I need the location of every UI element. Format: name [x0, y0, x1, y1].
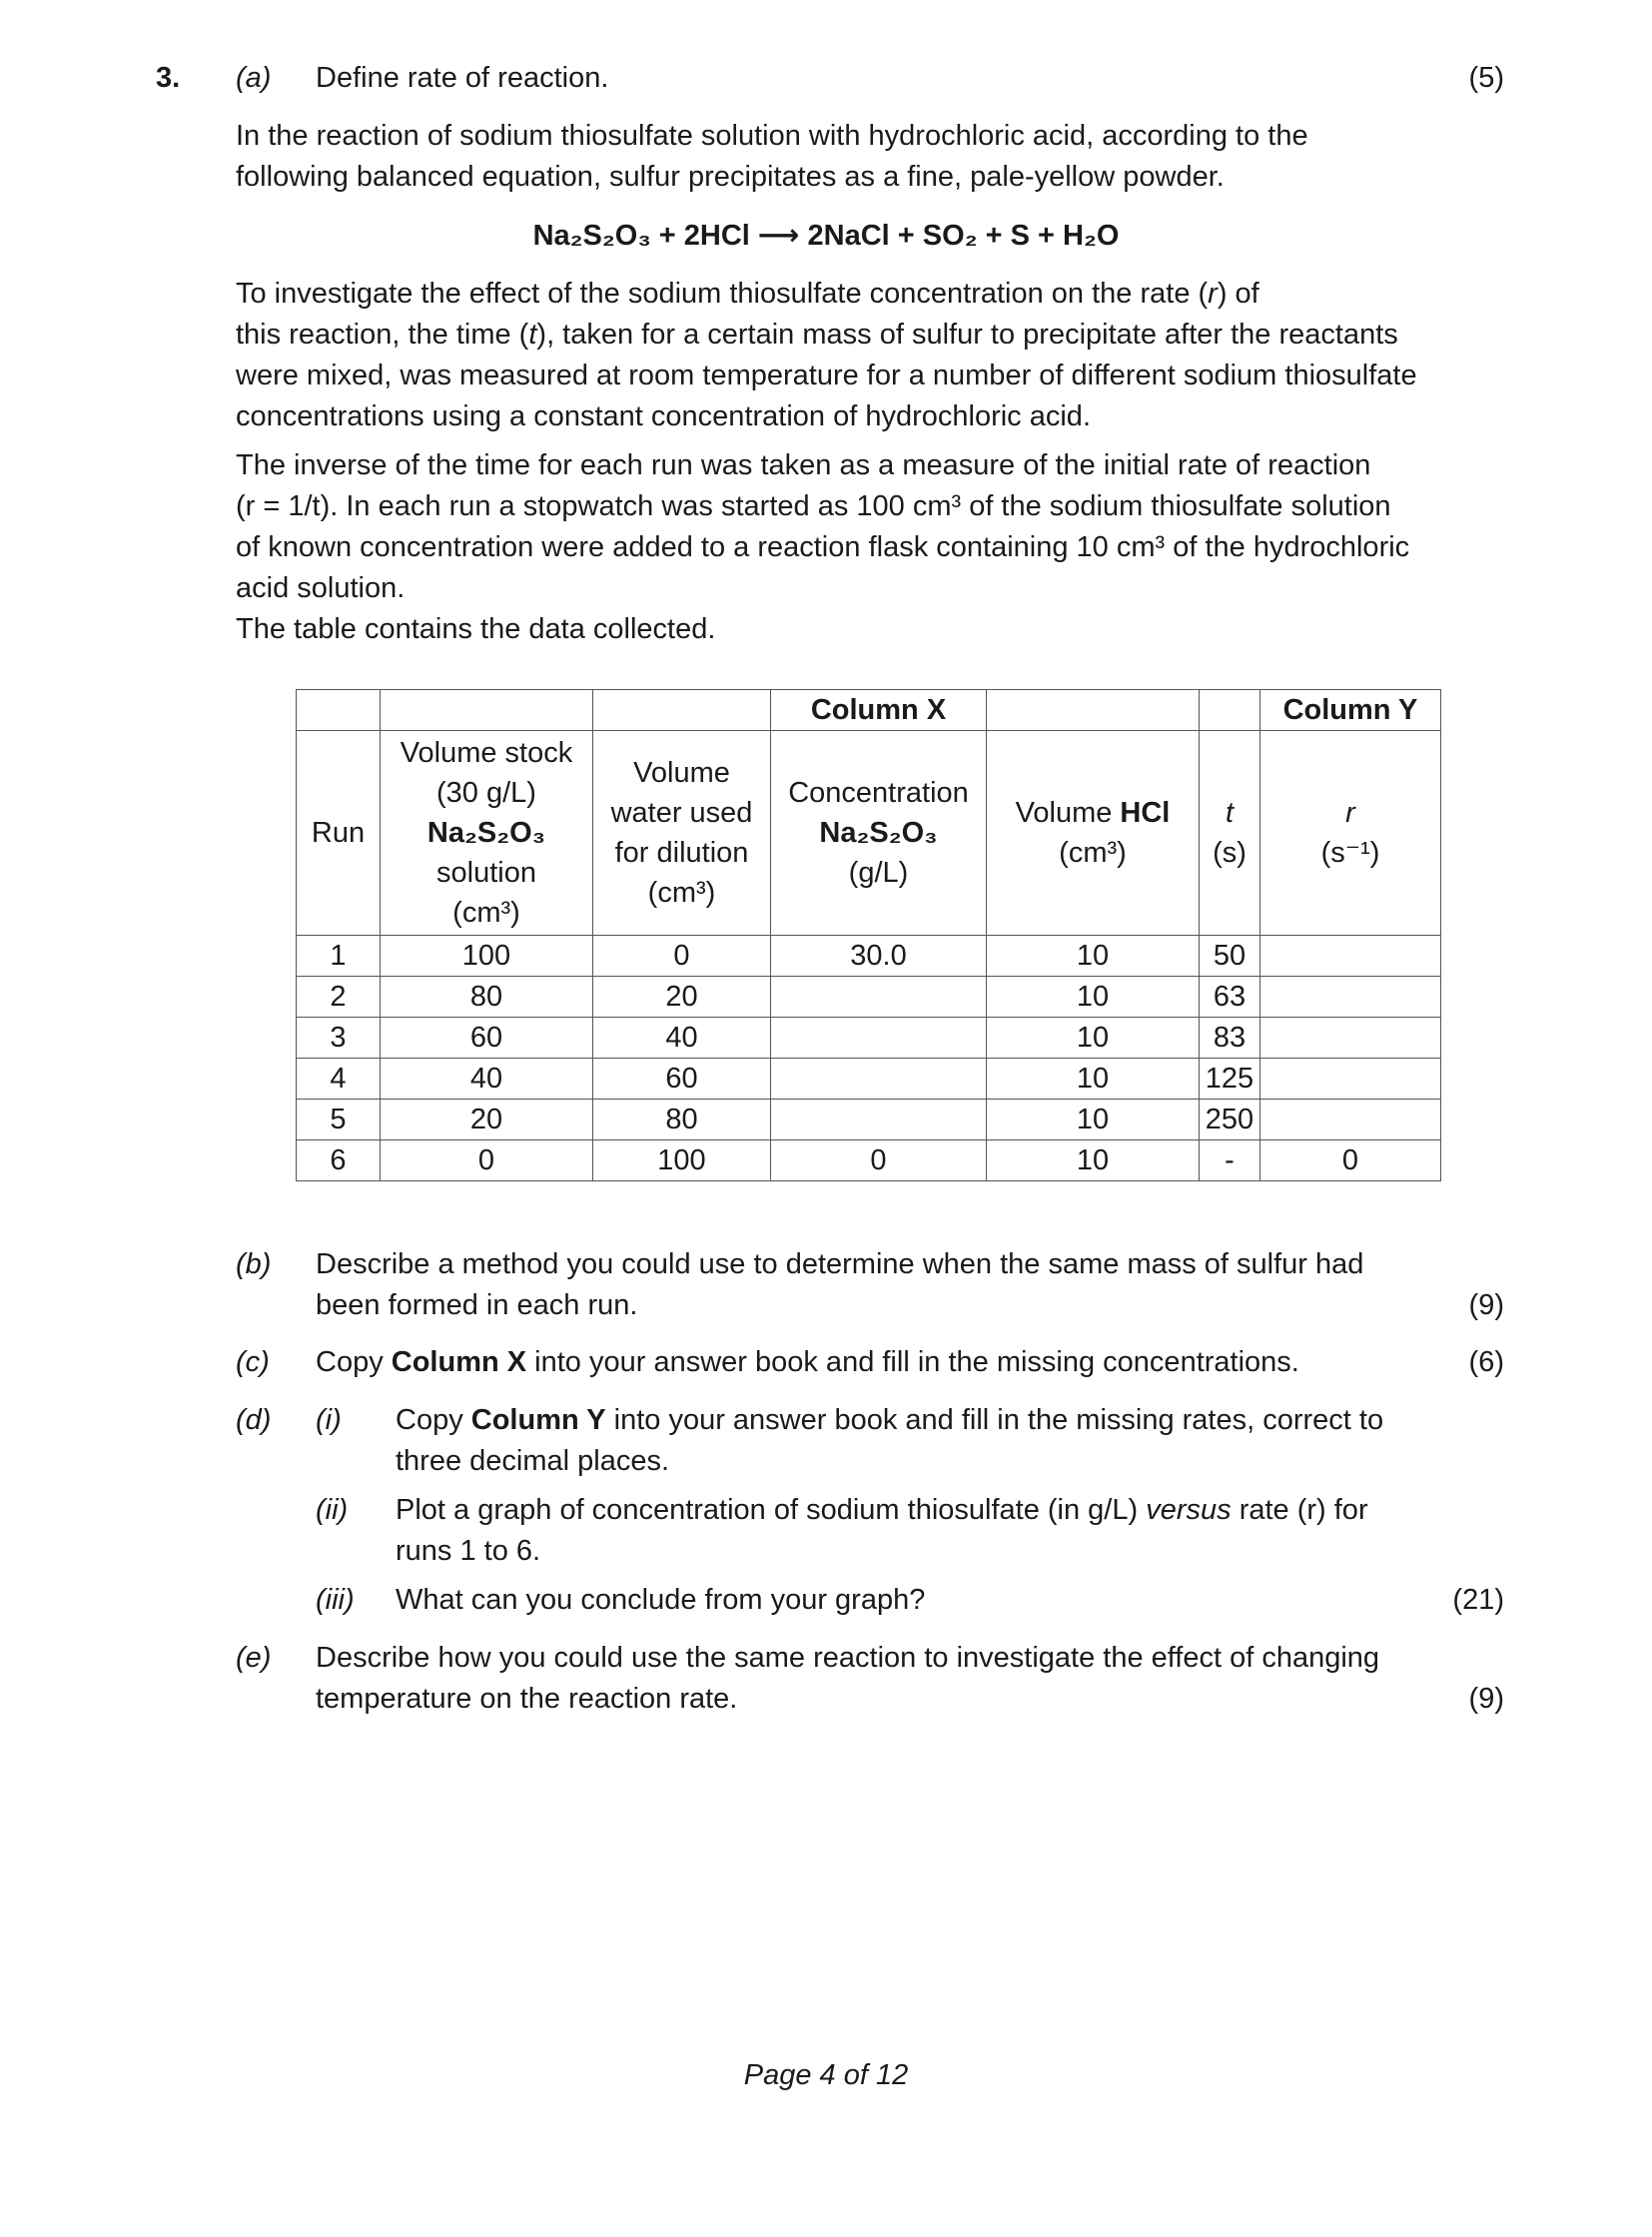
cell-water: 100 [593, 1140, 771, 1181]
method-paragraph [236, 274, 1524, 437]
cell-time: 63 [1200, 977, 1260, 1018]
cell-rate [1260, 1100, 1441, 1140]
data-table [296, 689, 1441, 1181]
header-line: (30 g/L) [436, 777, 536, 809]
table-row [297, 1059, 1441, 1100]
header-hcl-volume [987, 731, 1200, 936]
cell-water: 20 [593, 977, 771, 1018]
cell-time: 83 [1200, 1018, 1260, 1059]
header-line: Volume stock [400, 737, 573, 769]
cell-rate [1260, 936, 1441, 977]
paragraph-line: (r = 1/t). In each run a stopwatch was started as 100 cm³ of the sodium thiosulfate solution [236, 490, 1391, 522]
header-line: (cm³) [1059, 837, 1127, 869]
cell-hcl: 10 [987, 1140, 1200, 1181]
column-title-row [297, 690, 1441, 731]
part-d-i-post: into your answer book and fill in the missing rates, correct to [605, 1404, 1384, 1436]
table-cell [593, 690, 771, 731]
header-rate [1260, 731, 1441, 936]
cell-stock: 0 [381, 1140, 593, 1181]
cell-water: 80 [593, 1100, 771, 1140]
header-line: (cm³) [452, 897, 520, 929]
header-line: (s) [1213, 837, 1246, 869]
header-row [297, 731, 1441, 936]
part-a-label: (a) [236, 62, 272, 94]
inverse-time-paragraph [236, 445, 1524, 650]
part-d-marks: (21) [1452, 1584, 1504, 1616]
cell-hcl: 10 [987, 936, 1200, 977]
header-line: Volume [633, 757, 730, 789]
cell-run: 3 [297, 1018, 381, 1059]
header-line: for dilution [614, 837, 749, 869]
balanced-equation: Na₂S₂O₃ + 2HCl ⟶ 2NaCl + SO₂ + S + H₂O [532, 220, 1120, 252]
part-a-text: Define rate of reaction. [316, 62, 609, 94]
cell-run: 5 [297, 1100, 381, 1140]
paragraph-line: The table contains the data collected. [236, 613, 716, 645]
cell-rate [1260, 1018, 1441, 1059]
cell-water: 60 [593, 1059, 771, 1100]
cell-stock: 80 [381, 977, 593, 1018]
part-c-text [316, 1342, 1299, 1383]
cell-water: 0 [593, 936, 771, 977]
cell-stock: 60 [381, 1018, 593, 1059]
cell-conc: 0 [771, 1140, 987, 1181]
part-c-marks: (6) [1468, 1346, 1504, 1378]
cell-stock: 20 [381, 1100, 593, 1140]
cell-hcl: 10 [987, 1100, 1200, 1140]
header-time [1200, 731, 1260, 936]
header-water-volume [593, 731, 771, 936]
table-cell [987, 690, 1200, 731]
part-d-i-pre: Copy [396, 1404, 471, 1436]
column-x-title: Column X [771, 690, 987, 731]
part-d-ii-italic: versus [1146, 1494, 1232, 1526]
table-row [297, 1100, 1441, 1140]
header-line: Volume HCl [1015, 797, 1171, 829]
header-line: (s⁻¹) [1320, 837, 1380, 869]
part-a-marks: (5) [1468, 62, 1504, 94]
column-y-title: Column Y [1260, 690, 1441, 731]
cell-conc [771, 1018, 987, 1059]
header-line: (g/L) [848, 857, 909, 889]
part-d-ii-line: runs 1 to 6. [396, 1535, 541, 1567]
header-line: solution [436, 857, 536, 889]
part-c-label: (c) [236, 1346, 270, 1378]
cell-conc [771, 1100, 987, 1140]
part-e-text [316, 1638, 1464, 1720]
cell-time: 250 [1200, 1100, 1260, 1140]
cell-stock: 100 [381, 936, 593, 977]
part-d-ii-post: rate (r) for [1231, 1494, 1368, 1526]
paragraph-line: The inverse of the time for each run was taken as a measure of the initial rate of reaction [236, 449, 1371, 481]
header-concentration [771, 731, 987, 936]
header-line: Na₂S₂O₃ [819, 817, 938, 849]
intro-line: following balanced equation, sulfur precipitates as a fine, pale-yellow powder. [236, 161, 1225, 193]
cell-run: 6 [297, 1140, 381, 1181]
part-d-i-line: three decimal places. [396, 1445, 670, 1477]
cell-run: 1 [297, 936, 381, 977]
cell-time: - [1200, 1140, 1260, 1181]
part-c-post: into your answer book and fill in the missing concentrations. [526, 1346, 1299, 1378]
part-b-line: Describe a method you could use to determine when the same mass of sulfur had [316, 1248, 1364, 1280]
cell-water: 40 [593, 1018, 771, 1059]
header-line: t [1225, 797, 1235, 829]
header-stock-volume [381, 731, 593, 936]
cell-conc [771, 1059, 987, 1100]
part-d-i-text [396, 1400, 1474, 1482]
cell-run: 2 [297, 977, 381, 1018]
part-d-i-line [396, 1400, 1474, 1441]
intro-paragraph [236, 116, 1524, 198]
page-footer: Page 4 of 12 [743, 2059, 909, 2091]
header-line: Na₂S₂O₃ [426, 817, 546, 849]
cell-rate: 0 [1260, 1140, 1441, 1181]
cell-run: 4 [297, 1059, 381, 1100]
part-e-line: temperature on the reaction rate. [316, 1683, 738, 1715]
paragraph-line: this reaction, the time (t), taken for a certain mass of sulfur to precipitate after the reactants [236, 319, 1398, 351]
cell-conc [771, 977, 987, 1018]
part-d-iii-text: What can you conclude from your graph? [396, 1584, 926, 1616]
cell-hcl: 10 [987, 977, 1200, 1018]
header-line: (cm³) [647, 877, 716, 909]
table-cell [297, 690, 381, 731]
part-e-line: Describe how you could use the same reaction to investigate the effect of changing [316, 1642, 1380, 1674]
part-b-line: been formed in each run. [316, 1289, 638, 1321]
header-run: Run [297, 731, 381, 936]
cell-rate [1260, 977, 1441, 1018]
part-d-ii-line [396, 1490, 1474, 1531]
cell-stock: 40 [381, 1059, 593, 1100]
cell-time: 50 [1200, 936, 1260, 977]
table-row [297, 977, 1441, 1018]
question-number: 3. [156, 62, 181, 94]
cell-time: 125 [1200, 1059, 1260, 1100]
intro-line: In the reaction of sodium thiosulfate solution with hydrochloric acid, according to the [236, 120, 1308, 152]
part-d-ii-label: (ii) [316, 1494, 349, 1526]
part-c-pre: Copy [316, 1346, 392, 1378]
paragraph-line: acid solution. [236, 572, 406, 604]
table-cell [1200, 690, 1260, 731]
header-line: Concentration [788, 777, 969, 809]
cell-rate [1260, 1059, 1441, 1100]
cell-hcl: 10 [987, 1059, 1200, 1100]
header-line: r [1345, 797, 1355, 829]
part-b-marks: (9) [1468, 1289, 1504, 1321]
paragraph-line: concentrations using a constant concentration of hydrochloric acid. [236, 400, 1091, 432]
part-d-i-bold: Column Y [470, 1404, 606, 1436]
part-b-text [316, 1244, 1464, 1326]
cell-hcl: 10 [987, 1018, 1200, 1059]
paragraph-line: of known concentration were added to a reaction flask containing 10 cm³ of the hydrochloric [236, 531, 1410, 563]
table-row [297, 1018, 1441, 1059]
part-e-label: (e) [236, 1642, 272, 1674]
part-b-label: (b) [236, 1248, 272, 1280]
paragraph-line: To investigate the effect of the sodium thiosulfate concentration on the rate (r) of [236, 278, 1259, 310]
part-e-marks: (9) [1468, 1683, 1504, 1715]
table-row [297, 936, 1441, 977]
part-d-i-label: (i) [316, 1404, 342, 1436]
paragraph-line: were mixed, was measured at room temperature for a number of different sodium thiosulfate [236, 360, 1417, 391]
part-c-bold: Column X [391, 1346, 527, 1378]
table-cell [381, 690, 593, 731]
part-d-ii-pre: Plot a graph of concentration of sodium thiosulfate (in g/L) [396, 1494, 1147, 1526]
part-d-iii-label: (iii) [316, 1584, 355, 1616]
part-d-ii-text [396, 1490, 1474, 1572]
header-line: water used [610, 797, 753, 829]
cell-conc: 30.0 [771, 936, 987, 977]
part-d-label: (d) [236, 1404, 272, 1436]
table-row [297, 1140, 1441, 1181]
